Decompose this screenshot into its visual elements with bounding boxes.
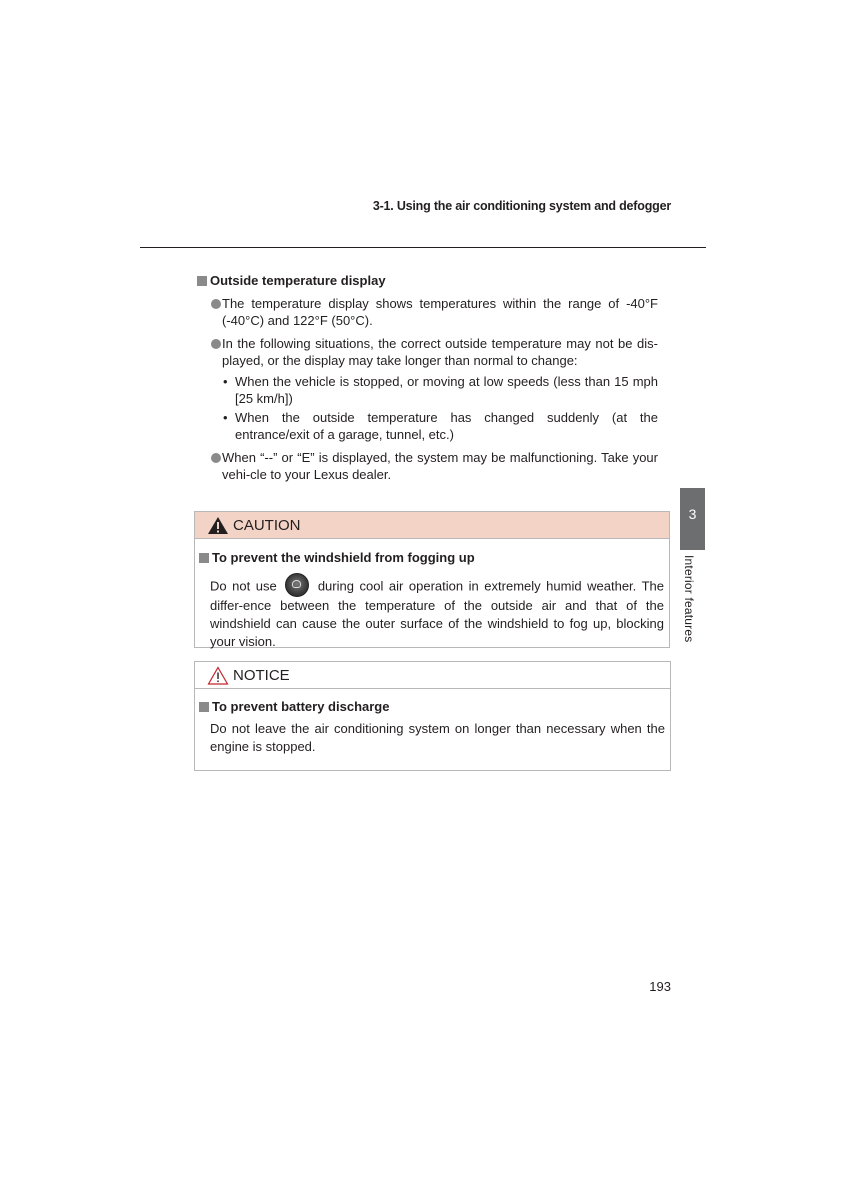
list-item	[197, 335, 658, 370]
square-bullet-icon	[199, 553, 209, 563]
caution-subtitle	[195, 550, 669, 565]
section-title-text: Outside temperature display	[210, 273, 386, 288]
outside-temperature-section	[197, 272, 658, 484]
round-bullet-icon	[211, 299, 221, 309]
square-bullet-icon	[197, 276, 207, 286]
caution-header	[195, 512, 669, 539]
caution-box	[194, 511, 670, 648]
list-item	[197, 295, 658, 330]
section-title	[197, 272, 658, 290]
page-number: 193	[649, 979, 671, 994]
notice-header	[195, 662, 670, 689]
sub-item-text: When the outside temperature has changed suddenly (at the entrance/exit of a garage, tunnel, etc.)	[235, 409, 658, 442]
caution-text-after: during cool air operation in extremely humid weather. The differ-ence between the temperature of the outside air and that of the windshield can cause the outer surface of the windshield to fog up, blocking your vision.	[210, 578, 664, 649]
warning-triangle-icon	[207, 516, 229, 535]
bullet-text: When “--” or “E” is displayed, the system may be malfunctioning. Take your vehi-cle to your Lexus dealer.	[222, 449, 658, 482]
caution-body	[195, 577, 669, 651]
chapter-header: 3-1. Using the air conditioning system and defogger	[372, 199, 671, 213]
sub-bullet-mark: •	[223, 373, 228, 389]
chapter-number: 3	[688, 506, 697, 522]
list-item	[197, 449, 658, 484]
notice-heading: NOTICE	[233, 666, 290, 684]
windshield-defogger-icon	[285, 573, 309, 597]
caution-text-before: Do not use	[210, 578, 277, 594]
caution-heading: CAUTION	[233, 516, 301, 534]
sub-list-item	[222, 373, 658, 408]
bullet-text: The temperature display shows temperatures within the range of -40°F (-40°C) and 122°F (50°C).	[222, 295, 658, 328]
notice-body: Do not leave the air conditioning system on longer than necessary when the engine is stopped.	[210, 721, 665, 754]
sub-bullet-mark: •	[223, 409, 228, 425]
notice-subtitle-text: To prevent battery discharge	[212, 699, 390, 714]
round-bullet-icon	[211, 453, 221, 463]
notice-box	[194, 661, 671, 771]
chapter-tab-label: Interior features	[682, 555, 696, 643]
bullet-text: In the following situations, the correct outside temperature may not be dis-played, or the display may take longer than normal to change:	[222, 335, 658, 368]
header-divider	[140, 247, 706, 248]
caution-subtitle-text: To prevent the windshield from fogging up	[212, 550, 475, 565]
sub-list	[197, 373, 658, 444]
warning-triangle-outline-icon	[207, 666, 229, 685]
notice-subtitle	[195, 699, 670, 714]
chapter-tab	[680, 488, 705, 550]
square-bullet-icon	[199, 702, 209, 712]
sub-item-text: When the vehicle is stopped, or moving at low speeds (less than 15 mph [25 km/h])	[235, 373, 658, 406]
round-bullet-icon	[211, 339, 221, 349]
sub-list-item	[222, 409, 658, 444]
